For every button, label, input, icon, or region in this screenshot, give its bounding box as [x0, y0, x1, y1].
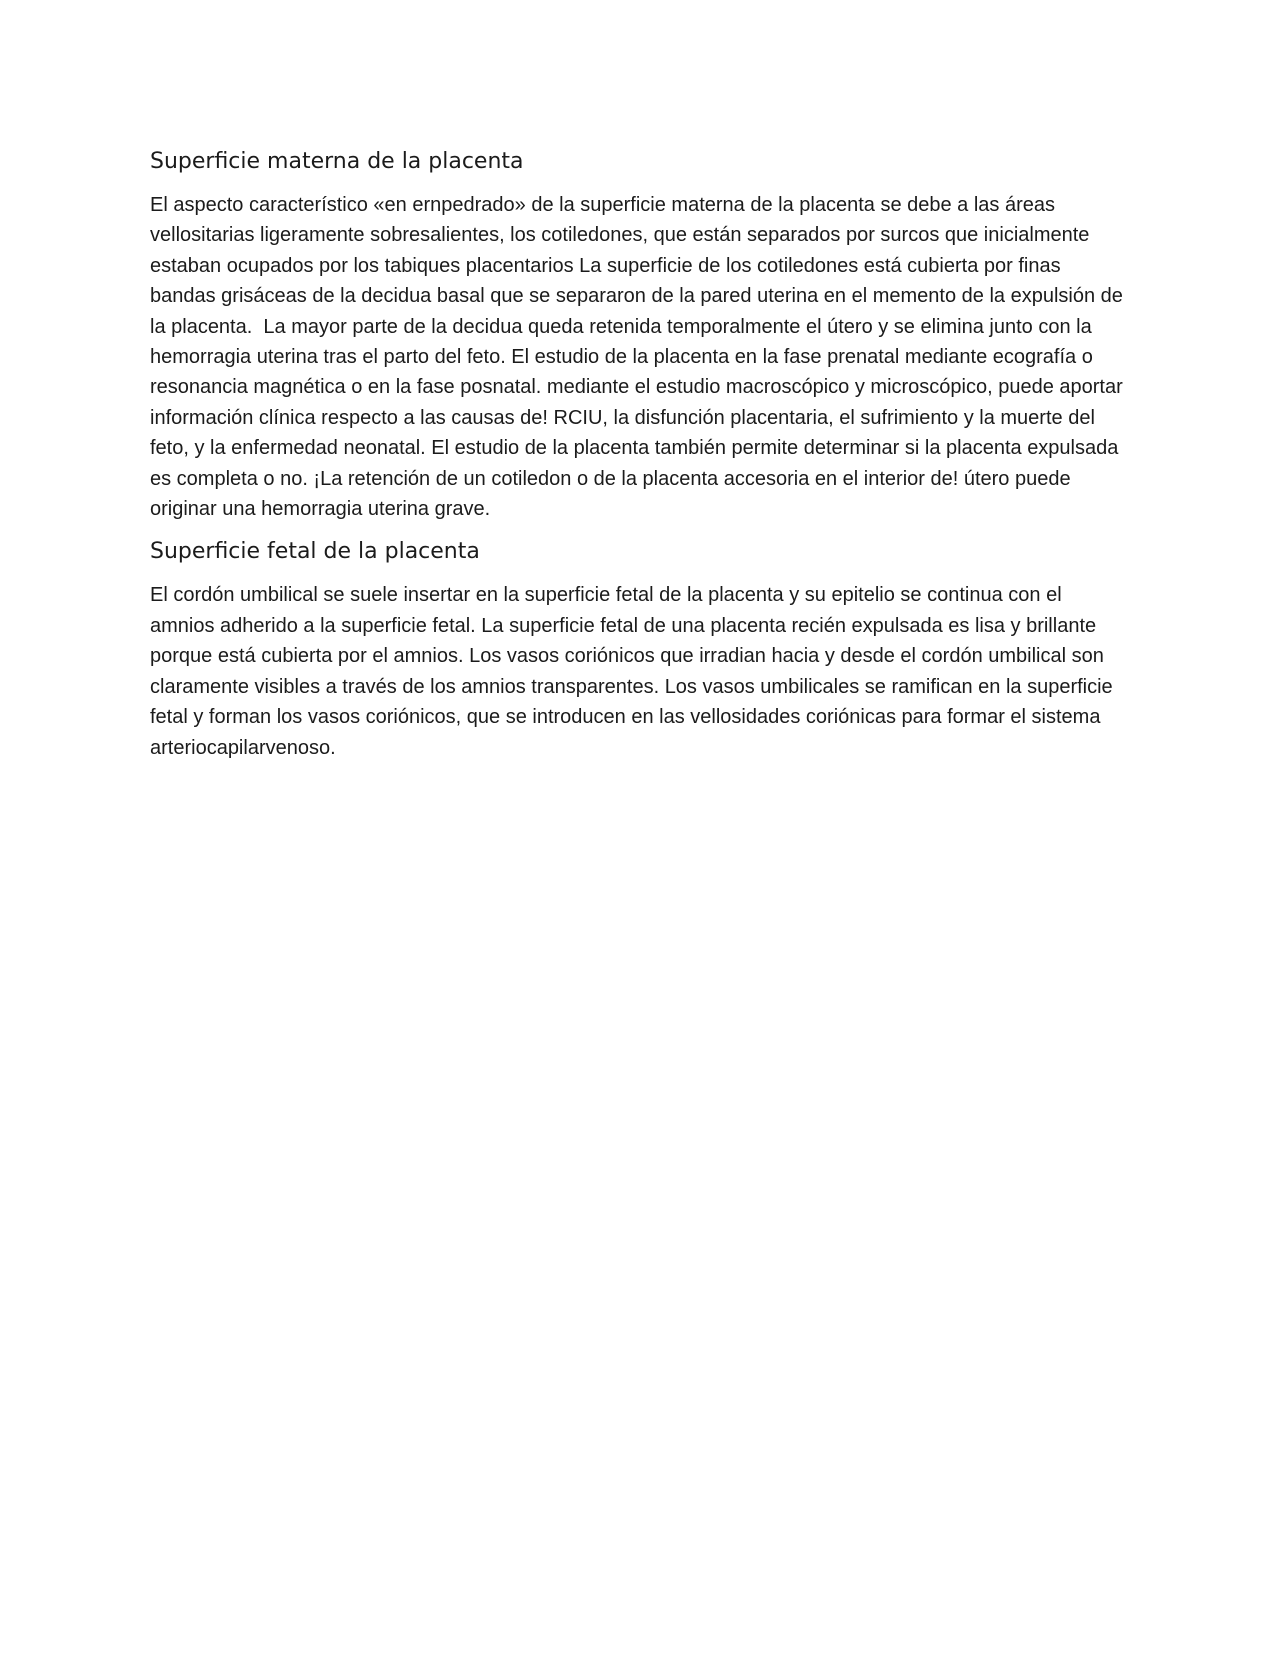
section-body-maternal-surface: El aspecto característico «en ernpedrado» de la superficie materna de la placenta se debe a las áreas vellositarias ligeramente sobresalientes, los cotiledones, que están separados por surcos que inicialmente estaban ocupados por los tabiques placentarios La superficie de los cotiledones está cubierta por finas bandas grisáceas de la decidua basal que se separaron de la pared uterina en el memento de la expulsión de la placenta. La mayor parte de la decidua queda retenida temporalmente el útero y se elimina junto con la hemorragia uterina tras el parto del feto. El estudio de la placenta en la fase prenatal mediante ecografía o resonancia magnética o en la fase posnatal. mediante el estudio macroscópico y microscópico, puede aportar información clínica respecto a las causas de! RCIU, la disfunción placentaria, el sufrimiento y la muerte del feto, y la enfermedad neonatal. El estudio de la placenta también permite determinar si la placenta expulsada es completa o no. ¡La retención de un cotiledon o de la placenta accesoria en el interior de! útero puede originar una hemorragia uterina grave.: [150, 194, 1129, 521]
document-content: [150, 148, 1130, 777]
section-body-fetal-surface: El cordón umbilical se suele insertar en la superficie fetal de la placenta y su epitelio se continua con el amnios adherido a la superficie fetal. La superficie fetal de una placenta recién expulsada es lisa y brillante porque está cubierta por el amnios. Los vasos coriónicos que irradian hacia y desde el cordón umbilical son claramente visibles a través de los amnios transparentes. Los vasos umbilicales se ramifican en la superficie fetal y forman los vasos coriónicos, que se introducen en las vellosidades coriónicas para formar el sistema arteriocapilarvenoso.: [150, 584, 1119, 759]
section-heading-fetal-surface: Superficie fetal de la placenta: [150, 539, 480, 565]
section-heading-maternal-surface: Superficie materna de la placenta: [150, 149, 524, 174]
